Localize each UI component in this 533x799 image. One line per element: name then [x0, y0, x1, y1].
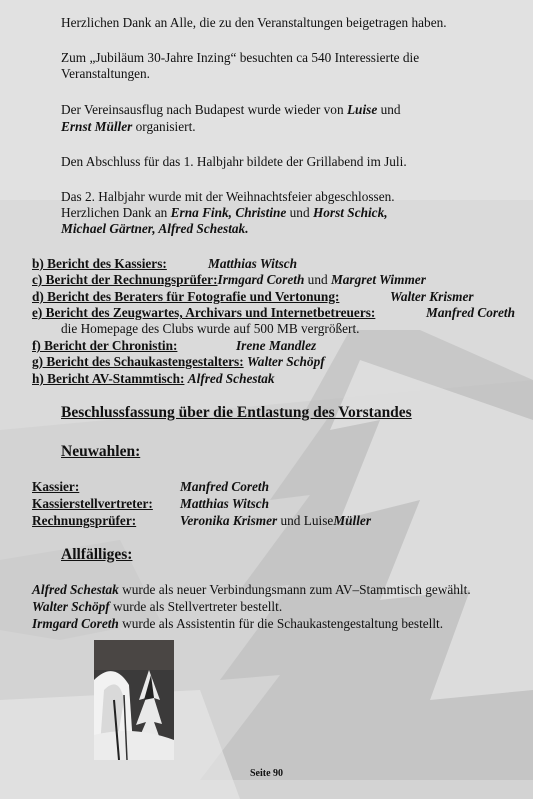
dank-und: und	[289, 205, 310, 220]
allfaelliges-text-1: wurde als neuer Verbindungsmann zum AV–Stammtisch gewählt.	[122, 582, 471, 597]
dank-names-1: Erna Fink, Christine	[170, 205, 287, 220]
allfaelliges-name-1: Alfred Schestak	[32, 582, 119, 597]
allfaelliges-text-3: wurde als Assistentin für die Schaukastengestaltung bestellt.	[122, 616, 444, 631]
bericht-schaukasten-label: g) Bericht des Schaukastengestalters:	[32, 354, 244, 369]
jubilaeum-line-2: Veranstaltungen.	[61, 66, 150, 81]
dank-line-1	[61, 205, 388, 221]
stellvertreter-label: Kassierstellvertreter:	[32, 496, 153, 511]
rechnungspruefer-name-1: Veronika Krismer	[180, 513, 278, 528]
bericht-stammtisch-line	[32, 371, 275, 387]
rechnungspruefer-und: und Luise	[280, 513, 334, 528]
bericht-stammtisch-label: h) Bericht AV-Stammtisch:	[32, 371, 185, 386]
rechnungspruefer-label: Rechnungsprüfer:	[32, 513, 137, 528]
kassier-name: Manfred Coreth	[180, 479, 270, 494]
bericht-pruefer-und: und	[307, 272, 328, 287]
bericht-kassier-label: b) Bericht des Kassiers:	[32, 256, 167, 271]
bericht-pruefer-label: c) Bericht der Rechnungsprüfer:	[32, 272, 218, 287]
ausflug-text: Der Vereinsausflug nach Budapest wurde wieder von	[61, 102, 344, 117]
bericht-schaukasten-line	[32, 354, 325, 370]
ausflug-line-2	[61, 119, 196, 135]
bericht-zeugwart-note: die Homepage des Clubs wurde auf 500 MB vergrößert.	[61, 321, 360, 336]
bericht-pruefer-name-2: Margret Wimmer	[330, 272, 426, 287]
allfaelliges-line-2	[32, 599, 282, 615]
bericht-kassier-name: Matthias Witsch	[208, 256, 298, 271]
bericht-berater-name: Walter Krismer	[390, 289, 474, 304]
rechnungspruefer-names	[180, 513, 371, 529]
allfaelliges-name-2: Walter Schöpf	[32, 599, 110, 614]
bericht-stammtisch-name: Alfred Schestak	[187, 371, 275, 386]
ausflug-line-1	[61, 102, 401, 118]
dank-names-2: Horst Schick,	[312, 205, 388, 220]
neuwahlen-heading: Neuwahlen:	[61, 443, 141, 460]
bericht-pruefer-line	[32, 272, 426, 288]
allfaelliges-name-3: Irmgard Coreth	[32, 616, 119, 631]
abschluss-line: Den Abschluss für das 1. Halbjahr bildete der Grillabend im Juli.	[61, 154, 407, 169]
jubilaeum-line-1: Zum „Jubiläum 30-Jahre Inzing“ besuchten ca 540 Interessierte die	[61, 50, 420, 65]
ausflug-name-ernst: Ernst Müller	[61, 119, 133, 134]
bericht-chronistin-label: f) Bericht der Chronistin:	[32, 338, 178, 353]
winter-forest-image	[94, 640, 174, 760]
ausflug-end: organisiert.	[135, 119, 196, 134]
rechnungspruefer-name-2: Müller	[333, 513, 371, 528]
entlastung-heading: Beschlussfassung über die Entlastung des Vorstandes	[61, 404, 412, 421]
allfaelliges-line-3	[32, 616, 443, 632]
ausflug-und: und	[380, 102, 401, 117]
bericht-schaukasten-name: Walter Schöpf	[246, 354, 325, 369]
thanks-line: Herzlichen Dank an Alle, die zu den Veranstaltungen beigetragen haben.	[61, 15, 447, 30]
winter-forest-photo	[94, 640, 174, 760]
stellvertreter-name: Matthias Witsch	[180, 496, 270, 511]
halbjahr-line: Das 2. Halbjahr wurde mit der Weihnachtsfeier abgeschlossen.	[61, 189, 395, 204]
allfaelliges-text-2: wurde als Stellvertreter bestellt.	[113, 599, 283, 614]
bericht-pruefer-name-1: Irmgard Coreth	[217, 272, 305, 287]
bericht-zeugwart-name: Manfred Coreth	[426, 305, 516, 320]
allfaelliges-line-1	[32, 582, 471, 598]
bericht-chronistin-name: Irene Mandlez	[236, 338, 317, 353]
kassier-label: Kassier:	[32, 479, 80, 494]
bericht-zeugwart-label: e) Bericht des Zeugwartes, Archivars und Internetbetreuers:	[32, 305, 376, 320]
ausflug-name-luise: Luise	[346, 102, 378, 117]
allfaelliges-heading: Allfälliges:	[61, 546, 133, 563]
bericht-berater-label: d) Bericht des Beraters für Fotografie und Vertonung:	[32, 289, 340, 304]
page-number: Seite 90	[249, 768, 284, 779]
dank-line-2: Michael Gärtner, Alfred Schestak.	[61, 221, 249, 236]
dank-prefix: Herzlichen Dank an	[61, 205, 168, 220]
